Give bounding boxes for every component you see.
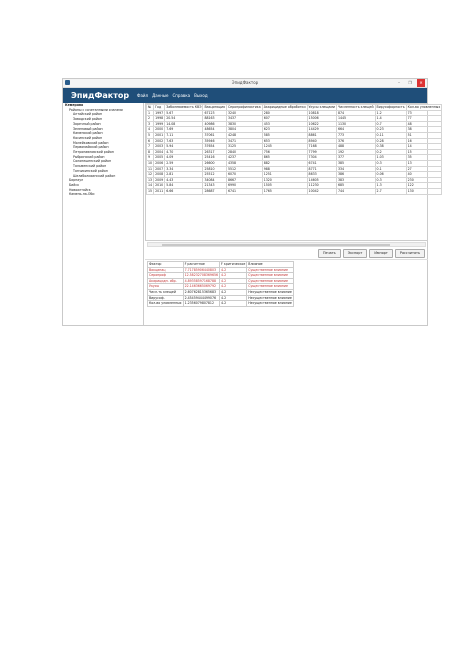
table-cell[interactable]: 2002: [155, 138, 164, 143]
results-cell: 22.1463665069792: [183, 284, 219, 290]
table-cell[interactable]: 385: [336, 160, 375, 166]
table-cell[interactable]: 585: [262, 132, 307, 138]
table-cell[interactable]: 4.43: [165, 177, 203, 183]
horizontal-scrollbar[interactable]: [147, 242, 426, 247]
tree-item[interactable]: Каменский район: [73, 131, 103, 136]
column-header[interactable]: Заболеваемость КВЭ: [166, 105, 202, 109]
tree-item[interactable]: Алтайский район: [73, 112, 103, 117]
tree-item[interactable]: Барнаул: [69, 178, 84, 183]
table-cell[interactable]: 2.81: [165, 172, 203, 178]
menu-file[interactable]: Файл: [137, 93, 149, 98]
results-cell: Вакцинац: [148, 267, 184, 273]
table-cell[interactable]: 280: [262, 110, 307, 116]
table-cell[interactable]: 12: [148, 172, 153, 177]
table-cell[interactable]: 988: [262, 166, 307, 172]
table-cell[interactable]: 9: [147, 155, 154, 161]
results-cell: 4.2: [220, 284, 247, 290]
region-tree: [63, 103, 144, 325]
table-cell[interactable]: 2000: [155, 127, 164, 132]
table-cell[interactable]: 664: [336, 127, 375, 133]
table-cell[interactable]: 1.4: [375, 116, 406, 122]
table-cell[interactable]: 15006: [307, 116, 336, 122]
table-cell[interactable]: 2.59: [165, 160, 203, 166]
table-cell[interactable]: 16: [406, 138, 442, 144]
table-cell[interactable]: 377: [336, 155, 375, 161]
table-cell[interactable]: 376: [336, 138, 375, 144]
table-cell[interactable]: 8940: [307, 138, 336, 144]
print-button[interactable]: Печать: [318, 249, 341, 258]
table-cell[interactable]: 0.06: [375, 172, 406, 178]
action-buttons: [318, 249, 425, 258]
results-cell: 1.2356079807812: [183, 301, 219, 307]
table-cell[interactable]: 15: [406, 149, 442, 155]
table-cell[interactable]: 1.3: [375, 183, 406, 189]
table-cell[interactable]: 1245: [262, 144, 307, 150]
column-header[interactable]: Год: [154, 105, 165, 111]
maximize-button[interactable]: ❐: [408, 80, 412, 85]
window-title: ЭпидФактор: [231, 80, 259, 85]
tree-item[interactable]: Солонешенский район: [73, 159, 112, 164]
tree-item[interactable]: Рыбринский район: [73, 154, 105, 159]
table-cell[interactable]: 6.66: [165, 188, 203, 194]
menu-help[interactable]: Справка: [172, 93, 191, 98]
table-cell[interactable]: 5.94: [165, 144, 203, 150]
divider: [145, 259, 428, 260]
table-cell[interactable]: 11230: [307, 183, 336, 189]
results-cell: 4.2: [220, 267, 247, 273]
results-table: [147, 261, 294, 307]
table-cell[interactable]: 1998: [155, 116, 164, 121]
table-cell[interactable]: 3437: [226, 116, 262, 122]
table-cell[interactable]: 38: [406, 127, 442, 133]
table-cell[interactable]: 3: [147, 121, 154, 127]
table-cell[interactable]: 48: [406, 121, 442, 127]
table-cell[interactable]: 6070: [226, 172, 262, 178]
column-header[interactable]: Акарицидные обработки: [263, 105, 306, 109]
table-cell[interactable]: 7.11: [165, 132, 203, 138]
scrollbar-thumb[interactable]: [162, 244, 390, 246]
results-column-header: F расчетное: [183, 262, 219, 268]
menu-data[interactable]: Данные: [152, 93, 169, 98]
table-cell[interactable]: 3.34: [165, 166, 203, 172]
table-cell[interactable]: 3471: [226, 138, 262, 144]
table-cell[interactable]: 0.1: [375, 166, 406, 172]
results-cell: Вирусоф.: [148, 295, 184, 301]
table-cell[interactable]: 2.7: [375, 188, 406, 194]
table-cell[interactable]: 8: [147, 149, 154, 155]
table-cell[interactable]: 1130: [336, 121, 375, 127]
table-cell[interactable]: 2007: [155, 166, 164, 171]
results-cell: Существенное влияние: [247, 267, 294, 273]
table-cell[interactable]: 1999: [155, 121, 164, 126]
table-cell[interactable]: 10622: [307, 121, 336, 127]
table-cell[interactable]: 7: [147, 144, 154, 150]
table-cell[interactable]: 10818: [307, 110, 336, 116]
table-cell[interactable]: 4248: [226, 132, 262, 138]
column-header[interactable]: Численность клещей: [337, 105, 374, 109]
table-cell[interactable]: 0.3: [375, 177, 406, 183]
table-cell[interactable]: 7.69: [165, 127, 203, 133]
results-panel: [147, 261, 294, 307]
results-cell: Укусы: [148, 284, 184, 290]
table-cell[interactable]: 4.70: [165, 149, 203, 155]
tree-item[interactable]: Зеленовый район: [73, 126, 103, 131]
table-cell[interactable]: 10042: [307, 188, 336, 194]
results-cell: 7.71785906440803: [183, 267, 219, 273]
results-cell: 4.2: [220, 289, 247, 295]
table-cell[interactable]: 0.28: [375, 138, 406, 144]
results-cell: 4.2: [220, 278, 247, 284]
results-row: [148, 301, 294, 307]
table-cell[interactable]: 7799: [307, 149, 336, 155]
table-cell[interactable]: 26600: [203, 160, 227, 166]
table-cell[interactable]: 386: [336, 172, 375, 178]
tree-item[interactable]: Кемерово: [65, 103, 84, 107]
table-cell[interactable]: 1320: [262, 177, 307, 183]
table-cell[interactable]: 192: [336, 149, 375, 155]
table-cell[interactable]: 756: [262, 149, 307, 155]
table-cell[interactable]: 88163: [203, 116, 227, 122]
table-cell[interactable]: 3240: [226, 110, 262, 116]
table-cell[interactable]: 8771: [307, 166, 336, 172]
menu-bar: [63, 88, 427, 103]
table-cell[interactable]: 5.67: [165, 110, 203, 116]
table-cell[interactable]: 488: [336, 144, 375, 150]
tree-item[interactable]: Заводский район: [73, 117, 102, 122]
results-row: [148, 289, 294, 295]
table-cell[interactable]: 122: [406, 183, 442, 189]
table-cell[interactable]: 37061: [203, 132, 227, 138]
column-header[interactable]: Серопрофилактика: [227, 105, 261, 109]
table-cell[interactable]: 2008: [155, 172, 164, 177]
table-cell[interactable]: 2005: [155, 155, 164, 160]
tree-item[interactable]: Камень-на-Оби: [69, 192, 95, 197]
main-panel: [145, 103, 441, 325]
table-cell[interactable]: 8667: [226, 177, 262, 183]
table-cell[interactable]: 0.23: [375, 127, 406, 133]
table-cell[interactable]: 1505: [262, 183, 307, 189]
table-cell[interactable]: 653: [262, 138, 307, 144]
table-cell[interactable]: 1997: [155, 110, 164, 115]
table-cell[interactable]: 1251: [262, 172, 307, 178]
results-cell: Существенное влияние: [247, 273, 294, 279]
table-cell[interactable]: 2003: [155, 144, 164, 149]
table-cell[interactable]: 6741: [226, 188, 262, 194]
table-cell[interactable]: 34084: [203, 177, 227, 183]
table-cell[interactable]: 14: [406, 144, 442, 150]
table-cell[interactable]: 13: [406, 160, 442, 166]
tree-item[interactable]: Топчихинский район: [73, 168, 108, 173]
table-cell[interactable]: 14.08: [165, 121, 203, 127]
table-cell[interactable]: 11: [148, 166, 153, 171]
table-cell[interactable]: 15: [148, 188, 153, 193]
table-cell[interactable]: 4237: [226, 155, 262, 161]
table-cell[interactable]: 5512: [226, 166, 262, 172]
results-cell: Кол-во уловленных: [149, 301, 182, 306]
table-cell[interactable]: 1: [147, 110, 154, 116]
results-cell: Существенное влияние: [247, 284, 294, 290]
results-cell: 2.60762815365683: [183, 289, 219, 295]
results-cell: Несущественное влияние: [248, 289, 292, 294]
table-cell[interactable]: 607: [262, 116, 307, 122]
table-cell[interactable]: 37654: [203, 144, 227, 150]
results-cell: Существенное влияние: [247, 278, 294, 284]
table-cell[interactable]: 7.63: [165, 138, 203, 144]
table-cell[interactable]: 0.2: [375, 149, 406, 155]
results-cell: 12.58232708369656: [184, 273, 219, 278]
table-cell[interactable]: 25512: [203, 172, 227, 178]
column-header[interactable]: Укусы клещами: [308, 105, 335, 109]
table-cell[interactable]: 35946: [203, 138, 227, 144]
table-cell[interactable]: 2840: [226, 149, 262, 155]
table-cell[interactable]: 744: [336, 188, 375, 194]
table-cell[interactable]: 20.54: [165, 116, 203, 122]
tree-item[interactable]: Молейковский район: [73, 140, 109, 145]
table-cell[interactable]: 874: [336, 110, 375, 116]
table-cell[interactable]: 882: [262, 160, 307, 166]
table-cell[interactable]: 0.11: [375, 132, 406, 138]
table-cell[interactable]: 35: [406, 155, 442, 161]
tree-item[interactable]: Заречный район: [73, 121, 101, 126]
table-cell[interactable]: 13: [148, 177, 153, 182]
app-window: [62, 78, 441, 326]
table-cell[interactable]: 1445: [336, 116, 375, 122]
table-cell[interactable]: 25416: [203, 155, 227, 161]
table-row[interactable]: [147, 188, 442, 194]
table-cell[interactable]: 40986: [203, 121, 227, 127]
table-cell[interactable]: 51: [406, 132, 442, 138]
table-cell[interactable]: 453: [262, 121, 307, 127]
table-cell[interactable]: 73: [406, 110, 442, 116]
table-cell[interactable]: 2011: [155, 188, 164, 193]
table-cell[interactable]: 623: [262, 127, 307, 133]
table-cell[interactable]: 6990: [226, 183, 262, 189]
table-cell[interactable]: 25810: [203, 166, 227, 172]
tree-item[interactable]: Косинский район: [73, 135, 103, 140]
table-cell[interactable]: 1765: [262, 188, 307, 194]
calculate-button[interactable]: Рассчитать: [395, 249, 425, 258]
table-cell[interactable]: 5.84: [165, 183, 203, 189]
table-cell[interactable]: 0.3: [375, 160, 406, 166]
column-header[interactable]: Вакцинация: [204, 105, 225, 109]
results-cell: 4.89358597168788: [183, 278, 219, 284]
table-cell[interactable]: 77: [406, 116, 442, 122]
table-cell[interactable]: 21343: [203, 183, 227, 189]
table-cell[interactable]: 3125: [226, 144, 262, 150]
export-button[interactable]: Экспорт: [343, 249, 368, 258]
table-cell[interactable]: 383: [336, 177, 375, 183]
table-cell[interactable]: 1.2: [375, 110, 406, 116]
table-cell[interactable]: 4: [147, 127, 154, 133]
title-bar: [63, 79, 427, 88]
table-cell[interactable]: 14605: [307, 177, 336, 183]
results-cell: Несущественное влияние: [248, 295, 292, 300]
minimize-button[interactable]: –: [398, 80, 400, 85]
results-cell: Акарицидн. обр.: [148, 278, 184, 284]
table-cell[interactable]: 6741: [307, 160, 336, 166]
results-row: [148, 278, 294, 284]
tree-item[interactable]: Бийск: [69, 182, 80, 187]
table-cell[interactable]: 7304: [307, 155, 336, 161]
menu-exit[interactable]: Выход: [194, 93, 208, 98]
results-cell: 4.2: [220, 301, 247, 307]
tree-item[interactable]: Новоалтайск: [69, 187, 91, 192]
table-cell[interactable]: 27: [406, 166, 442, 172]
table-cell[interactable]: 2006: [155, 160, 164, 165]
table-cell[interactable]: 334: [336, 166, 375, 172]
table-cell[interactable]: 130: [406, 188, 442, 194]
table-cell[interactable]: 2009: [155, 177, 164, 182]
tree-item[interactable]: Районы с сочетанными очагами: [69, 107, 123, 112]
column-header[interactable]: Кол-во уловленных: [407, 105, 441, 109]
app-logo: ЭпидФактор: [71, 91, 130, 100]
table-cell[interactable]: 14429: [307, 127, 336, 133]
table-cell[interactable]: 7168: [307, 144, 336, 150]
table-cell[interactable]: 10: [148, 160, 153, 165]
table-cell[interactable]: 5: [147, 132, 154, 138]
results-cell: 4.2: [220, 273, 247, 279]
table-cell[interactable]: 14: [148, 183, 153, 188]
table-cell[interactable]: 0.38: [375, 144, 406, 150]
table-cell[interactable]: 4358: [226, 160, 262, 166]
table-cell[interactable]: 685: [336, 183, 375, 189]
table-cell[interactable]: 6: [147, 138, 154, 144]
table-cell[interactable]: 3804: [226, 127, 262, 133]
table-cell[interactable]: 3830: [226, 121, 262, 127]
column-header[interactable]: Вирусофорность: [376, 105, 405, 109]
table-cell[interactable]: 230: [406, 177, 442, 183]
table-cell[interactable]: 2001: [155, 132, 164, 137]
tree-item[interactable]: Тальменский район: [73, 164, 107, 169]
results-cell: 4.2: [220, 295, 247, 301]
table-cell[interactable]: 1.03: [375, 155, 406, 161]
column-header[interactable]: №: [147, 105, 154, 111]
results-column-header: Влияние: [247, 262, 294, 268]
table-cell[interactable]: 67123: [203, 110, 227, 116]
table-cell[interactable]: 26317: [203, 149, 227, 155]
table-cell[interactable]: 2004: [155, 149, 164, 154]
results-column-header: Фактор: [148, 262, 184, 268]
tree-item[interactable]: Шелаболихинский район: [73, 173, 116, 178]
tree-item[interactable]: Первомайский район: [73, 145, 109, 150]
table-cell[interactable]: 2010: [155, 183, 164, 188]
results-cell: Числ-ть клещей: [148, 289, 184, 295]
table-cell[interactable]: 4.09: [165, 155, 203, 161]
table-cell[interactable]: 865: [262, 155, 307, 161]
table-cell[interactable]: 0.7: [375, 121, 406, 127]
import-button[interactable]: Импорт: [369, 249, 393, 258]
results-column-header: F критическое: [221, 262, 246, 266]
tree-item[interactable]: Петропавловский район: [73, 150, 114, 155]
table-cell[interactable]: 8633: [307, 172, 336, 178]
data-table-container: [145, 103, 441, 241]
results-cell: 2.45459444499076: [183, 295, 219, 301]
results-cell: Несущественное влияние: [248, 301, 292, 306]
results-cell: Серопроф: [148, 273, 184, 279]
table-cell[interactable]: 40: [406, 172, 442, 178]
table-cell[interactable]: 2: [147, 116, 154, 122]
table-cell[interactable]: 8861: [307, 132, 336, 138]
table-cell[interactable]: 28687: [203, 188, 227, 194]
table-cell[interactable]: 773: [336, 132, 375, 138]
close-button[interactable]: ✕: [417, 79, 425, 87]
table-cell[interactable]: 48654: [203, 127, 227, 133]
data-table: [146, 104, 442, 195]
